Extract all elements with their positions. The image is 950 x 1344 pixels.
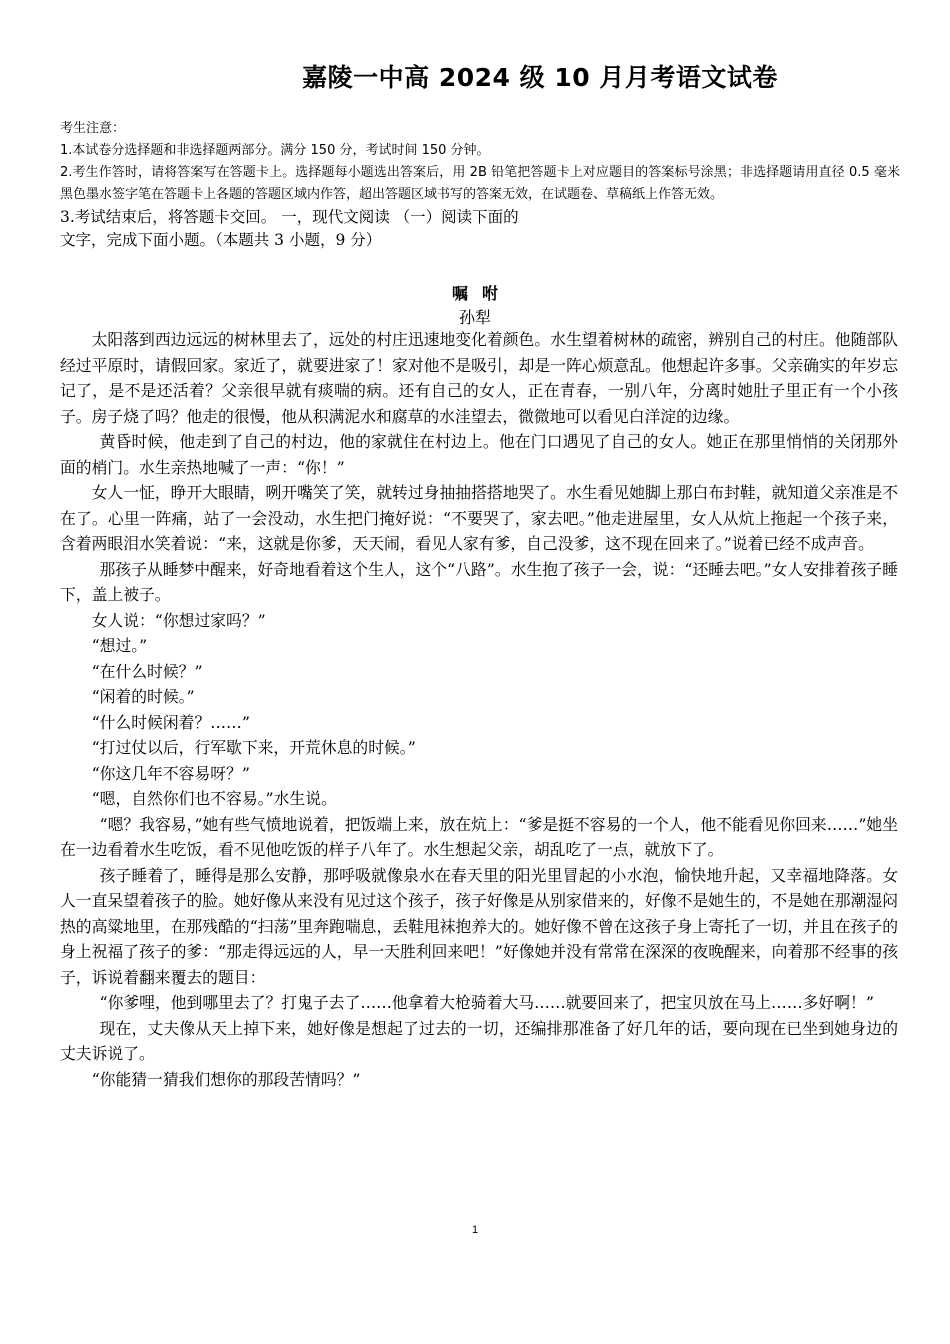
story-paragraph: “在什么时候？”: [91, 661, 203, 681]
story-paragraph: “什么时候闲着？……”: [91, 712, 250, 732]
exam-title: 嘉陵一中高 2024 级 10 月月考语文试卷: [302, 63, 778, 92]
story-body: [60, 327, 898, 1092]
story-paragraph: “嗯？我容易，”她有些气愤地说着，把饭端上来，放在炕上：“爹是挺不容易的一个人，他不能看见你回来……”她坐在一边看着水生吃饭，看不见他吃饭的样子八年了。水生想起父亲，胡乱吃了一点，就放下了。: [60, 814, 898, 859]
story-paragraph: “闲着的时候。”: [91, 687, 195, 706]
page-number: 1: [471, 1224, 479, 1236]
exam-notice: [60, 118, 900, 252]
notice-heading: 考生注意：: [60, 121, 126, 136]
story-paragraph: 太阳落到西边远远的树林里去了，远处的村庄迅速地变化着颜色。水生望着树林的疏密，辨别自己的村庄。他随部队经过平原时，请假回家。家近了，就要进家了！家对他不是吸引，却是一阵心烦意乱。他想起许多事。父亲确实的年岁忘记了，是不是还活着？父亲很早就有痰喘的病。还有自己的女人，正在青春，一别八年，分离时她肚子里正有一个小孩子。房子烧了吗？他走的很慢，他从积满泥水和腐草的水洼望去，微微地可以看见白洋淀的边缘。: [60, 330, 898, 426]
story-paragraph: 女人说：“你想过家吗？”: [91, 610, 266, 630]
story-paragraph: 那孩子从睡梦中醒来，好奇地看着这个生人，这个“八路”。水生抱了孩子一会，说：“还睡去吧。”女人安排着孩子睡下，盖上被子。: [60, 559, 898, 604]
story-paragraph: 女人一怔，睁开大眼睛，咧开嘴笑了笑，就转过身抽抽搭搭地哭了。水生看见她脚上那白布封鞋，就知道父亲准是不在了。心里一阵痛，站了一会没动，水生把门掩好说：“不要哭了，家去吧。”他走进屋里，女人从炕上拖起一个孩子来，含着两眼泪水笑着说：“来，这就是你爹，天天闹，看见人家有爹，自己没爹，这不现在回来了。”说着已经不成声音。: [60, 483, 898, 553]
story-paragraph: “你能猜一猜我们想你的那段苦情吗？”: [91, 1069, 361, 1089]
notice-item-3: 3.考试结束后，将答题卡交回。 一，现代文阅读 （一）阅读下面的: [60, 208, 519, 226]
story-paragraph: 孩子睡着了，睡得是那么安静，那呼吸就像泉水在春天里的阳光里冒起的小水泡，愉快地升起，又幸福地降落。女人一直呆望着孩子的脸。她好像从来没有见过这个孩子，孩子好像是从别家借来的，好像不是她生的，不是她在那潮湿闷热的高粱地里，在那残酷的“扫荡”里奔跑喘息，丢鞋甩袜抱养大的。她好像不曾在这孩子身上寄托了一切，并且在孩子的身上祝福了孩子的爹：“那走得远远的人，早一天胜利回来吧！”好像她并没有常常在深深的夜晚醒来，向着那不经事的孩子，诉说着翻来覆去的题目：: [60, 865, 898, 987]
story-paragraph: 现在，丈夫像从天上掉下来，她好像是想起了过去的一切，还编排那准备了好几年的话，要向现在已坐到她身边的丈夫诉说了。: [60, 1018, 898, 1063]
story-paragraph: “你爹哩，他到哪里去了？打鬼子去了……他拿着大枪骑着大马……就要回来了，把宝贝放在马上……多好啊！”: [99, 993, 874, 1012]
story-paragraph: 黄昏时候，他走到了自己的村边，他的家就住在村边上。他在门口遇见了自己的女人。她正在那里悄悄的关闭那外面的梢门。水生亲热地喊了一声：“你！”: [60, 432, 898, 477]
story-paragraph: “嗯，自然你们也不容易。”水生说。: [91, 789, 337, 808]
story-author: 孙犁: [458, 308, 491, 327]
notice-item-1: 1.本试卷分选择题和非选择题两部分。满分 150 分，考试时间 150 分钟。: [60, 143, 490, 158]
story-paragraph: “想过。”: [91, 636, 148, 655]
reading-instruction: 文字，完成下面小题。（本题共 3 小题，9 分）: [60, 231, 382, 249]
story-paragraph: “你这几年不容易呀？”: [91, 763, 250, 783]
story-paragraph: “打过仗以后，行军歇下来，开荒休息的时候。”: [91, 738, 416, 757]
notice-item-2: 2.考生作答时，请将答案写在答题卡上。选择题每小题选出答案后，用 2B 铅笔把答题卡上对应题目的答案标号涂黑；非选择题请用直径 0.5 毫米黑色墨水签字笔在答题卡上各题的答题区域内作答，超出答题区域书写的答案无效，在试题卷、草稿纸上作答无效。: [60, 165, 900, 202]
story-title: 嘱咐: [451, 284, 512, 303]
